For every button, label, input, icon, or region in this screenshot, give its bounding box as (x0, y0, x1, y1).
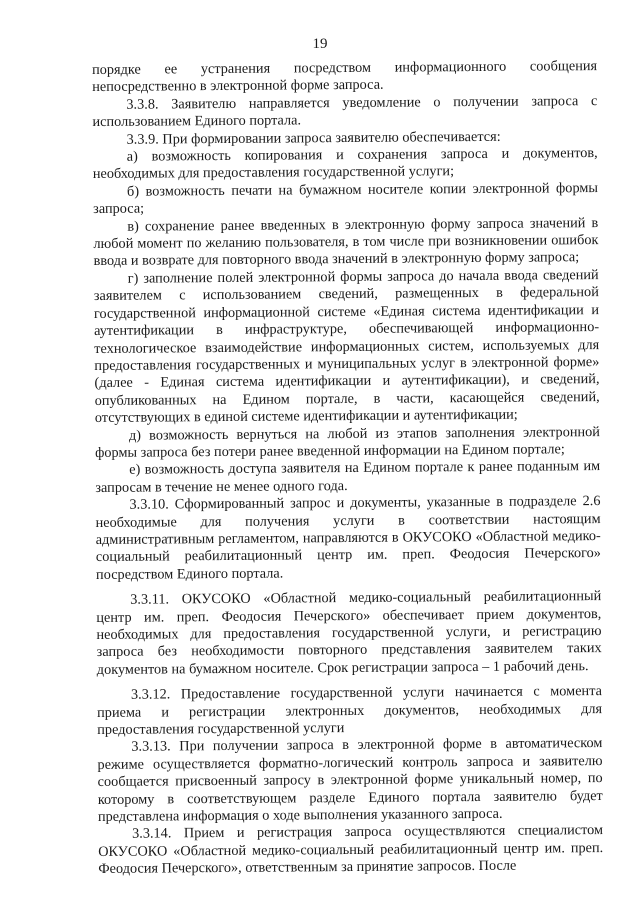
item-v: в) сохранение ранее введенных в электронную форму запроса значений в любой момент по желанию пользователя, в том числе при возникновении ошибок ввода и возврате для повторного ввода значений в электронную форму запроса; (93, 214, 599, 270)
paragraph-3-3-9: 3.3.9. При формировании запроса заявителю обеспечивается: (126, 128, 501, 148)
item-d: д) возможность вернуться на любой из этапов заполнения электронной формы запроса без потери ранее введенной информации на Едином портале; (95, 423, 600, 461)
page-number: 19 (312, 36, 328, 52)
item-b: б) возможность печати на бумажном носителе копии электронной формы запроса; (93, 179, 599, 218)
paragraph-3-3-14: 3.3.14. Прием и регистрация запроса осуществляются специалистом ОКУСОКО «Областной медико-социальный реабилитационный центр им. преп. Феодосия Печерского», ответственным за принятие запросов. После (98, 822, 604, 878)
paragraph-3-3-10: 3.3.10. Сформированный запрос и документы, указанные в подразделе 2.6 необходимые для получения услуги в соответствии настоящим административным регламентом, направляются в ОКУСОКО «Областной медико-социальный реабилитационный центр им. преп. Феодосия Печерского» посредством Единого портала. (95, 493, 601, 583)
paragraph-3-3-8: 3.3.8. Заявителю направляется уведомление о получении запроса с использованием Единого портала. (92, 92, 598, 131)
paragraph-3-3-11: 3.3.11. ОКУСОКО «Областной медико-социальный реабилитационный центр им. преп. Феодосия Печерского» обеспечивает прием документов, необходимых для предоставления государственной услуги, и регистрацию запроса без необходимости повторного представления заявителем таких документов на бумажном носителе. Срок регистрации запроса – 1 рабочий день. (96, 588, 602, 678)
item-a: а) возможность копирования и сохранения запроса и документов, необходимых для предоставления государственной услуги; (92, 145, 598, 183)
item-g: г) заполнение полей электронной формы запроса до начала ввода сведений заявителем с использованием сведений, размещенных в федеральной государственной информационной системе «Единая система идентификации и аутентификации в инфраструктуре, обеспечивающей информационно-технологическое взаимодействие информационных систем, используемых для предоставления государственных и муниципальных услуг в электронной форме» (далее - Единая система идентификации и аутентификации), и сведений, опубликованных на Едином портале, в части, касающейся сведений, отсутствующих в единой системе идентификации и аутентификации; (93, 266, 600, 427)
document-body (92, 58, 603, 879)
paragraph-continuation: порядке ее устранения посредством информационного сообщения непосредственно в электронной форме запроса. (92, 58, 598, 96)
paragraph-3-3-13: 3.3.13. При получении запроса в электронной форме в автоматическом режиме осуществляется форматно-логический контроль запроса и заявителю сообщается присвоенный запросу в электронной форме уникальный номер, по которому в соответствующем разделе Единого портала заявителю будет представлена информация о ходе выполнения указанного запроса. (97, 735, 603, 826)
item-e: е) возможность доступа заявителя на Едином портале к ранее поданным им запросам в течение не менее одного года. (95, 458, 601, 496)
paragraph-3-3-12: 3.3.12. Предоставление государственной услуги начинается с момента приема и регистрации электронных документов, необходимых для предоставления государственной услуги (97, 683, 603, 739)
